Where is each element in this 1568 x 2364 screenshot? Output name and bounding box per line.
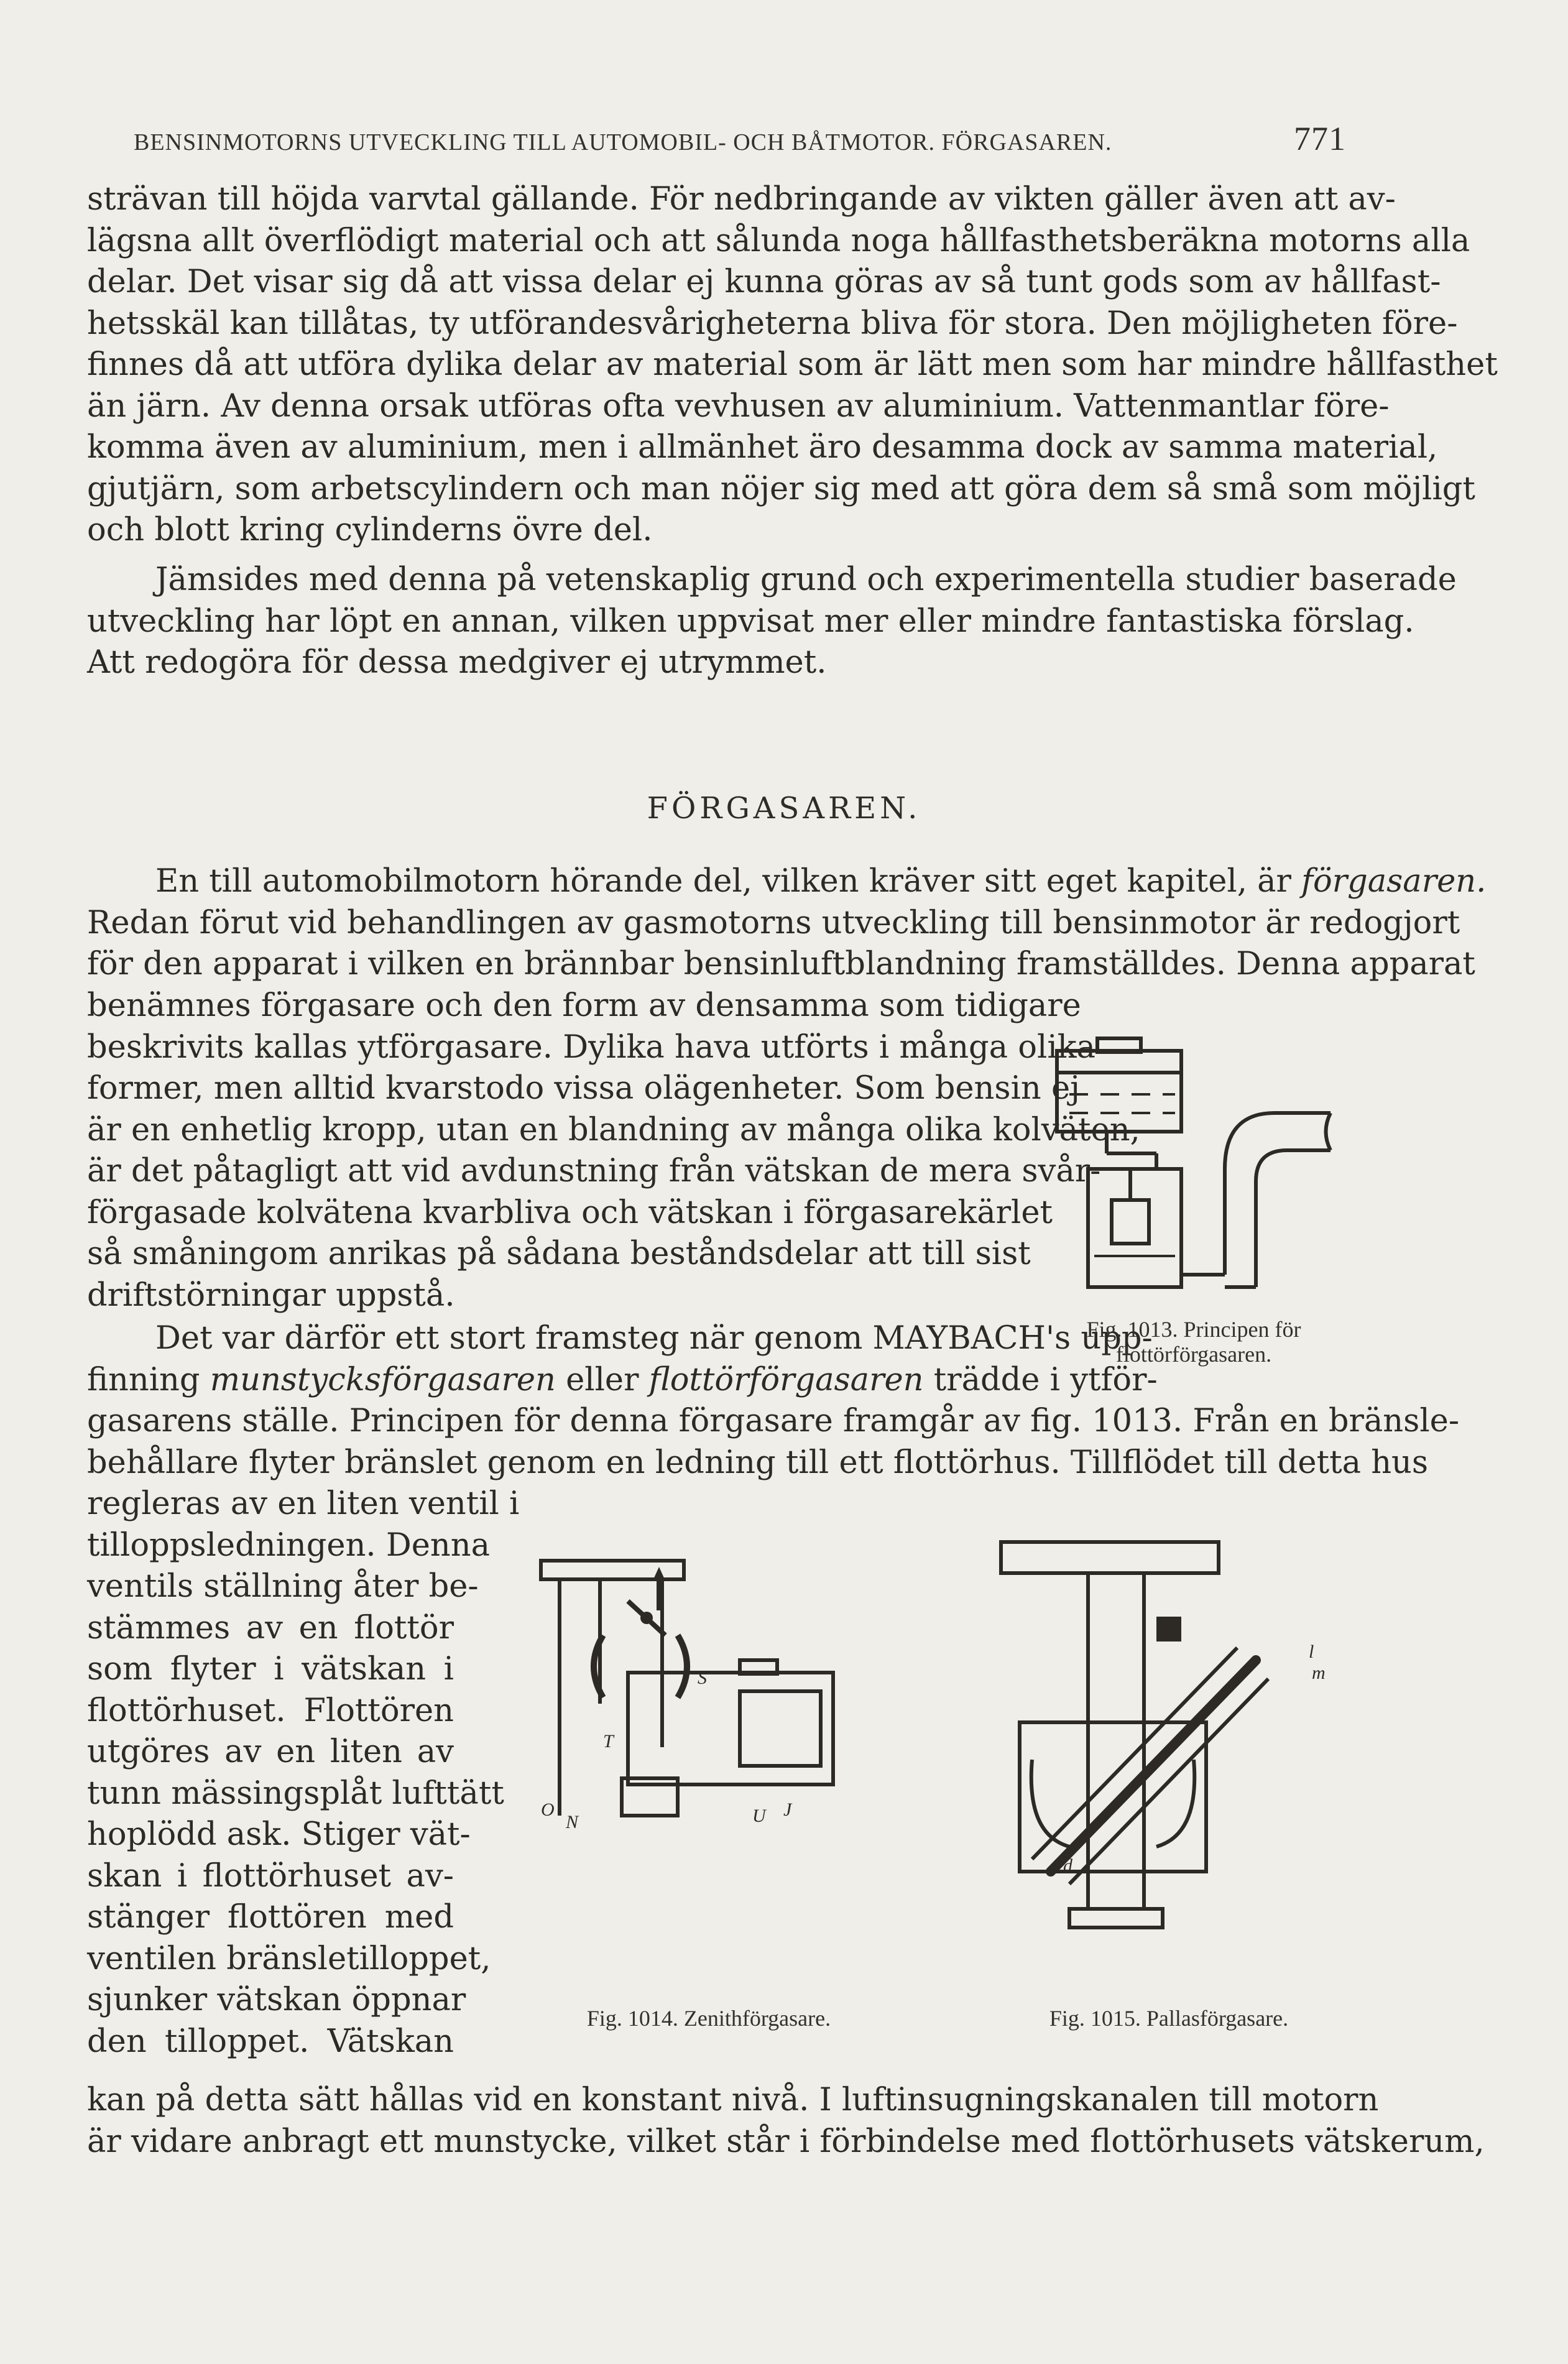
running-title: BENSINMOTORNS UTVECKLING TILL AUTOMOBIL- OCH BÅTMOTOR. FÖRGASAREN. [134,129,1112,155]
text-run: finning [87,1361,210,1398]
text-line: utveckling har löpt en annan, vilken uppvisat mer eller mindre fantastiska förslag. [87,603,1414,640]
text-line: kan på detta sätt hållas vid en konstant nivå. I luftinsugningskanalen till motorn [87,2082,1379,2118]
text-line: ventilen bränsletilloppet, [87,1940,491,1977]
figure-1014-diagram [535,1542,858,1832]
text-line: utgöres av en liten av [87,1734,454,1770]
figure-1015-caption: Fig. 1015. Pallasförgasare. [1049,2006,1289,2031]
text-line: hetsskäl kan tillåtas, ty utförandesvårigheterna bliva för stora. Den möjligheten före- [87,305,1458,342]
text-line: skan i flottörhuset av- [87,1857,454,1895]
text-line: benämnes förgasare och den form av densamma som tidigare [87,987,1081,1024]
text-line: Det var därför ett stort framsteg när genom MAYBACH's upp- [155,1320,1153,1357]
text-line: är det påtagligt att vid avdunstning från vätskan de mera svår- [87,1153,1101,1189]
text-line: och blott kring cylinderns övre del. [87,512,653,548]
text-line: komma även av aluminium, men i allmänhet äro desamma dock av samma material, [87,429,1438,466]
label-l: l [1309,1641,1314,1662]
text-line: behållare flyter bränslet genom en ledning till ett flottörhus. Tillflödet till detta hus [87,1444,1429,1481]
text-line: flottörhuset. Flottören [87,1692,454,1729]
label-s: S [698,1668,707,1688]
paragraph-4-head [87,1318,1158,1401]
text-line: strävan till höjda varvtal gällande. För nedbringande av vikten gäller även att av- [87,181,1396,218]
figure-1014-caption: Fig. 1014. Zenithförgasare. [586,2006,831,2031]
paragraph-4-narrow [87,1484,520,2062]
paragraph-4-tail [87,2080,1485,2163]
paragraph-2 [87,560,1457,684]
text-line: än järn. Av denna orsak utföras ofta vevhusen av aluminium. Vattenmantlar före- [87,387,1390,425]
text-line: finnes då att utföra dylika delar av material som är lätt men som har mindre hållfasthet [87,346,1498,383]
text-line: den tilloppet. Vätskan [87,2023,454,2060]
text-line: gjutjärn, som arbetscylindern och man nöjer sig med att göra dem så små som möjligt [87,470,1475,507]
paragraph-3-narrow [87,986,1140,1316]
emphasis-forgasaren: förgasaren. [1301,863,1487,900]
text-line: hoplödd ask. Stiger vät- [87,1816,471,1853]
text-line: ventils ställning åter be- [87,1568,479,1605]
text-line: tilloppsledningen. Denna [87,1526,491,1564]
text-line: är vidare anbragt ett munstycke, vilket står i förbindelse med flottörhusets vätskerum, [87,2123,1485,2160]
label-j: J [783,1799,792,1820]
label-d: d [1063,1855,1072,1876]
text-line: för den apparat i vilken en brännbar bensinluftblandning framställdes. Denna apparat [87,946,1475,982]
text-line: så småningom anrikas på sådana beståndsdelar att till sist [87,1235,1031,1272]
running-header [134,119,1346,163]
text-line: är en enhetlig kropp, utan en blandning av många olika kolväten, [87,1111,1140,1148]
text-line: Jämsides med denna på vetenskaplig grund och experimentella studier baserade [155,561,1457,598]
text-line: tunn mässingsplåt lufttätt [87,1775,504,1812]
label-m: m [1312,1663,1326,1683]
paragraph-4-wide [87,1401,1460,1484]
text-line [87,1360,1158,1401]
text-line: regleras av en liten ventil i [87,1485,520,1522]
figure-1013-diagram [1038,1026,1337,1312]
section-title: FÖRGASAREN. [647,791,921,826]
text-line: stänger flottören med [87,1899,454,1936]
text-line: lägsna allt överflödigt material och att sålunda noga hållfasthetsberäkna motorns alla [87,222,1470,259]
text-line: som flyter i vätskan i [87,1651,454,1688]
label-o: O [541,1799,555,1820]
text-line: sjunker vätskan öppnar [87,1982,466,2018]
text-line: förgasade kolvätena kvarbliva och vätskan i förgasarekärlet [87,1194,1053,1231]
paragraph-1 [87,179,1498,552]
text-line [87,861,1487,903]
label-n: N [566,1812,579,1832]
text-line: beskrivits kallas ytförgasare. Dylika hava utförts i många olika [87,1028,1095,1066]
text-line: driftstörningar uppstå. [87,1277,455,1314]
text-line: delar. Det visar sig då att vissa delar ej kunna göras av så tunt gods som av hållfast- [87,264,1441,300]
text-run: trädde i ytför- [923,1361,1158,1398]
label-u: U [752,1806,766,1826]
text-line: stämmes av en flottör [87,1609,454,1646]
text-run: eller [555,1361,649,1398]
paragraph-3 [87,861,1487,986]
emphasis-munstycksforgasaren: munstycksförgasaren [210,1361,556,1398]
label-t: T [603,1731,614,1752]
text-line: gasarens ställe. Principen för denna förgasare framgår av fig. 1013. Från en bränsle- [87,1403,1460,1439]
text-line: Att redogöra för dessa medgiver ej utrymmet. [87,644,827,681]
figure-1015-diagram [995,1536,1343,1934]
text-line: former, men alltid kvarstodo vissa olägenheter. Som bensin ej [87,1070,1080,1107]
text-run: En till automobilmotorn hörande del, vilken kräver sitt eget kapitel, är [155,863,1302,900]
figure-1013-caption: Fig. 1013. Principen för flottörförgasaren. [1086,1317,1301,1367]
page-number: 771 [1294,120,1346,157]
emphasis-flottorforgasaren: flottörförgasaren [648,1361,924,1398]
text-line: Redan förut vid behandlingen av gasmotorns utveckling till bensinmotor är redogjort [87,904,1460,941]
